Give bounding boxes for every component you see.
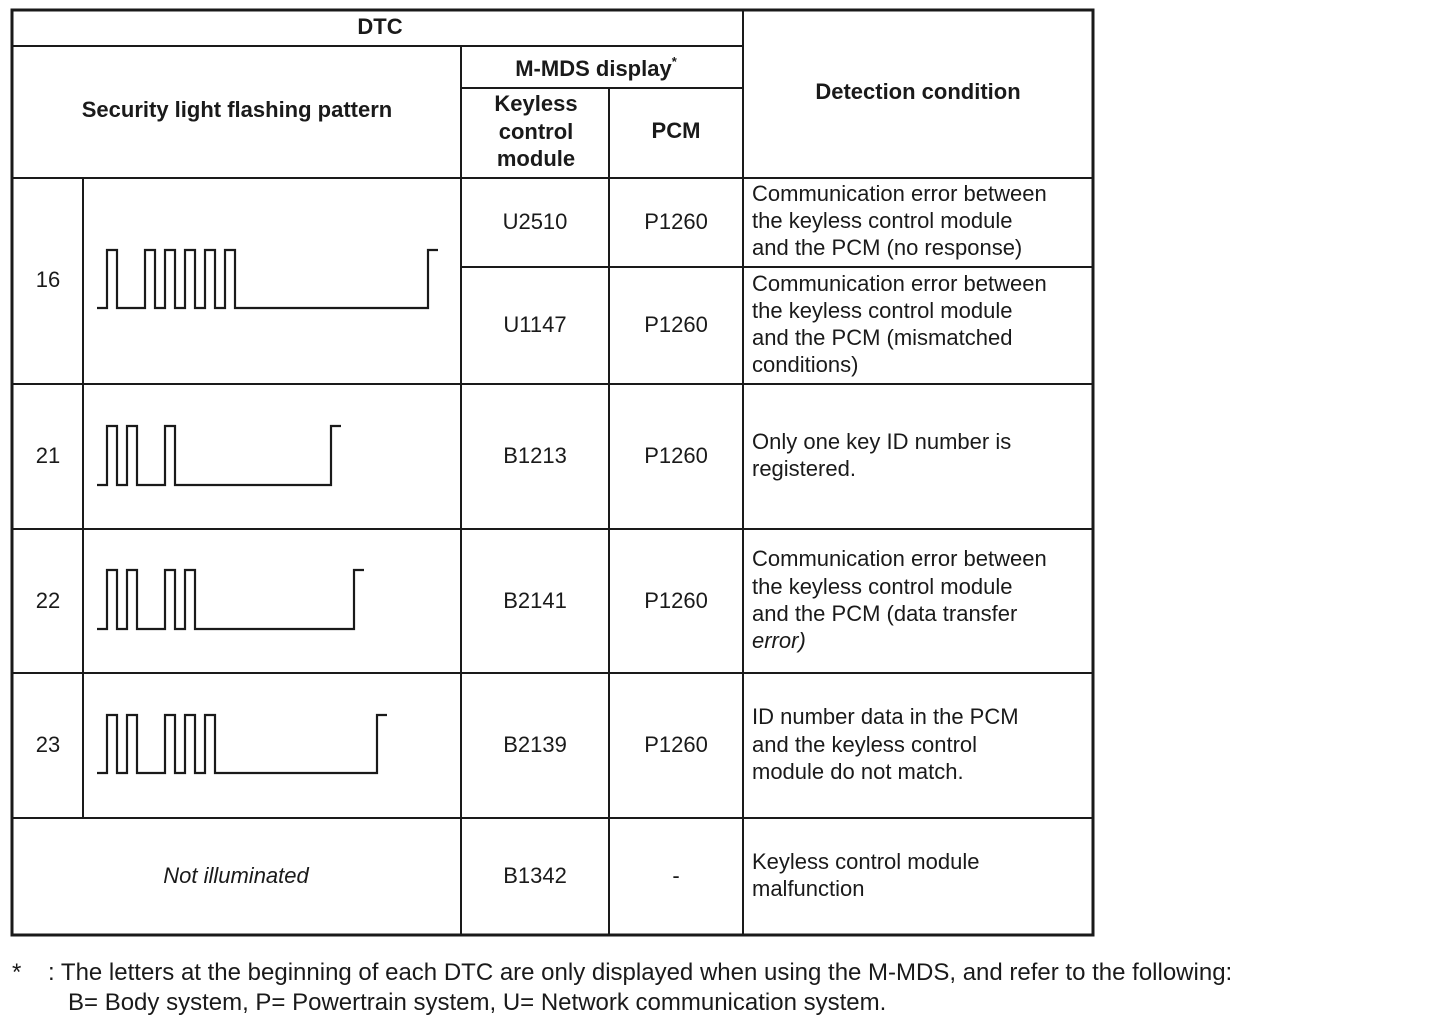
- pcm-dtc: P1260: [644, 588, 708, 613]
- table-row: [163, 849, 979, 901]
- detection-line: Communication error between: [752, 181, 1047, 206]
- header-flashing-pattern: Security light flashing pattern: [81, 97, 393, 122]
- flashing-pattern-waveform: [97, 250, 438, 308]
- not-illuminated-label: Not illuminated: [163, 863, 309, 888]
- dtc-code: 16: [35, 267, 61, 292]
- pcm-dtc: P1260: [644, 443, 708, 468]
- detection-line: conditions): [752, 352, 859, 377]
- keyless-dtc: B1213: [503, 443, 567, 468]
- dtc-code: 23: [35, 732, 61, 757]
- flashing-pattern-waveform: [97, 570, 364, 629]
- keyless-dtc: B2141: [503, 588, 567, 613]
- keyless-dtc: U1147: [503, 312, 567, 337]
- header-mmds-display: M-MDS display*: [515, 54, 677, 81]
- footnote-line-1: : The letters at the beginning of each DTC are only displayed when using the M-MDS, and refer to the following:: [48, 959, 1233, 986]
- table-header: [82, 14, 1021, 171]
- detection-line: Communication error between: [752, 546, 1047, 571]
- dtc-code: 22: [35, 588, 61, 613]
- keyless-dtc: B2139: [503, 732, 567, 757]
- detection-line: the keyless control module: [752, 208, 1013, 233]
- header-dtc: DTC: [357, 14, 403, 39]
- dtc-code: 21: [35, 443, 61, 468]
- footnote-marker: *: [12, 959, 22, 986]
- header-keyless-line-2: control: [498, 119, 574, 144]
- header-pcm: PCM: [651, 118, 701, 143]
- pcm-dtc: P1260: [644, 312, 708, 337]
- keyless-dtc: U2510: [502, 209, 568, 234]
- flashing-pattern-waveform: [97, 715, 387, 773]
- table-row: [36, 546, 1047, 653]
- table-row: [36, 426, 1011, 485]
- detection-line: Keyless control module: [752, 849, 980, 874]
- detection-line: error): [752, 628, 806, 653]
- detection-line: Communication error between: [752, 271, 1047, 296]
- footnote-line-2: B= Body system, P= Powertrain system, U= Network communication system.: [68, 989, 887, 1016]
- pcm-dtc: P1260: [644, 732, 708, 757]
- detection-line: and the PCM (mismatched: [752, 325, 1013, 350]
- detection-line: the keyless control module: [752, 574, 1013, 599]
- header-keyless-line-3: module: [496, 146, 576, 171]
- detection-line: ID number data in the PCM: [752, 704, 1019, 729]
- detection-line: and the PCM (data transfer: [752, 601, 1018, 626]
- detection-line: and the keyless control: [752, 732, 978, 757]
- pcm-dtc: P1260: [644, 209, 708, 234]
- flashing-pattern-waveform: [97, 426, 341, 485]
- table-row: [36, 704, 1019, 784]
- header-keyless-line-1: Keyless: [494, 91, 578, 116]
- detection-line: registered.: [752, 456, 856, 481]
- header-detection-condition: Detection condition: [815, 79, 1021, 104]
- keyless-dtc: B1342: [503, 863, 567, 888]
- detection-line: the keyless control module: [752, 298, 1013, 323]
- pcm-dtc: -: [672, 863, 680, 888]
- detection-line: malfunction: [752, 876, 865, 901]
- detection-line: module do not match.: [752, 759, 964, 784]
- table-row: [36, 181, 1047, 377]
- detection-line: Only one key ID number is: [752, 429, 1012, 454]
- detection-line: and the PCM (no response): [752, 235, 1023, 260]
